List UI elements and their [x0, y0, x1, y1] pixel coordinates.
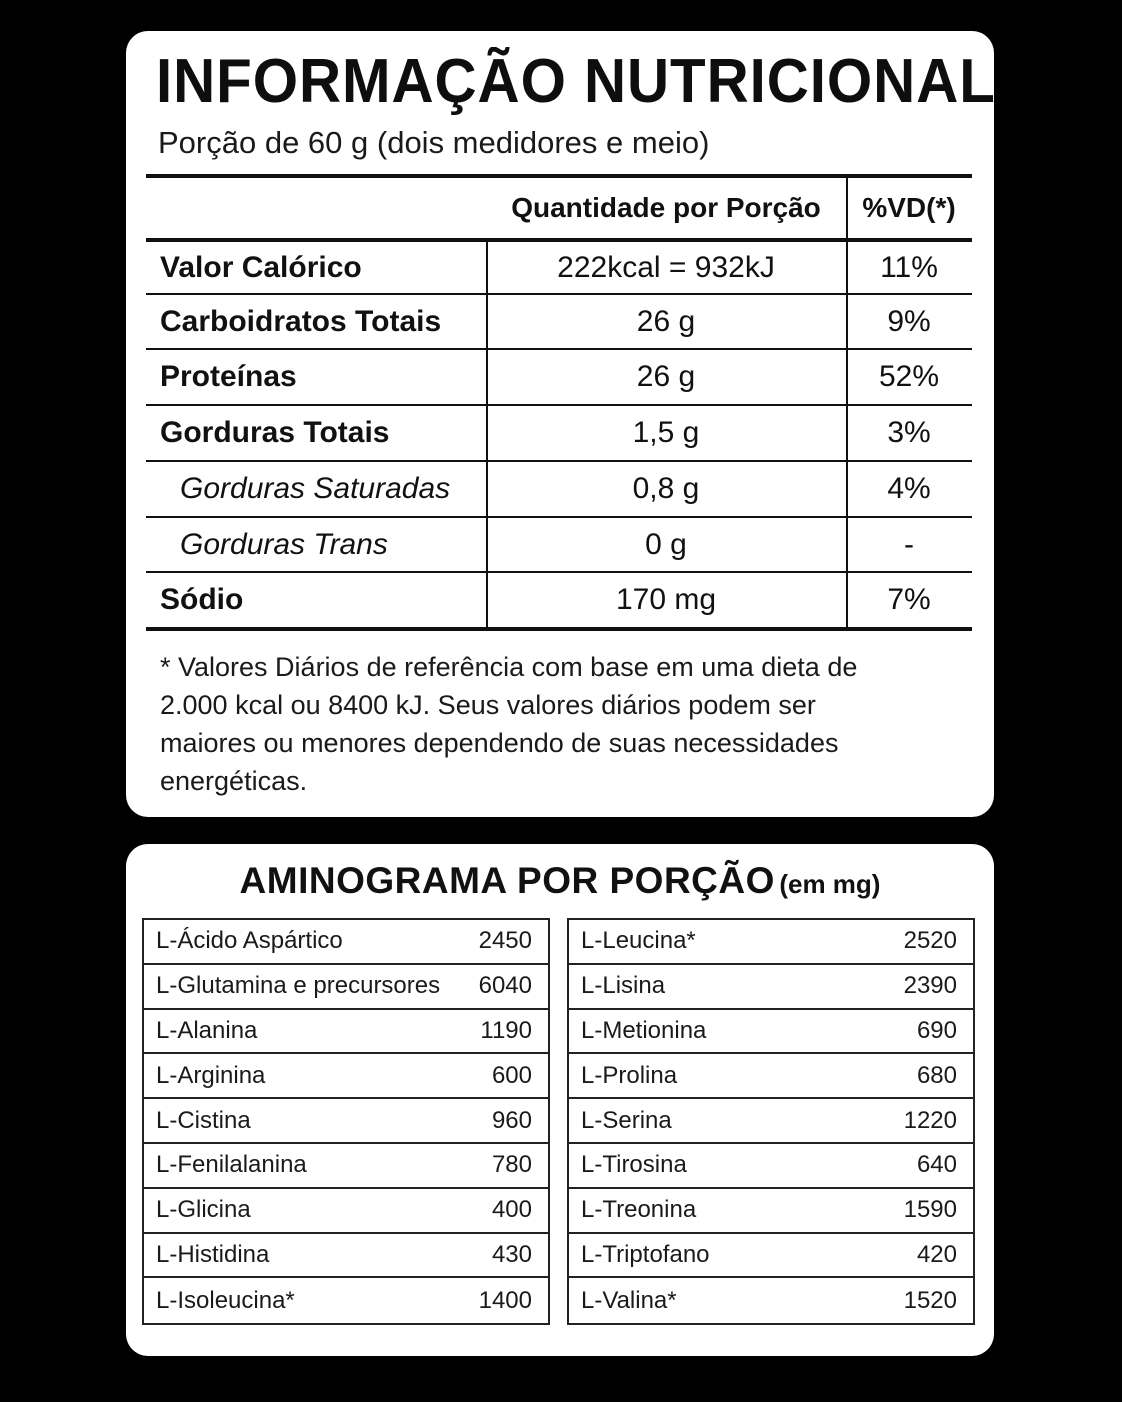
- aminogram-panel: [126, 844, 994, 1356]
- table-row: [569, 1010, 973, 1055]
- table-row: [569, 1054, 973, 1099]
- amino-value: 430: [491, 1240, 532, 1268]
- table-row: [144, 920, 548, 965]
- table-row: [144, 965, 548, 1010]
- table-row: [144, 1099, 548, 1144]
- nutrient-amount: 1,5 g: [632, 416, 700, 449]
- nutrient-dv: 3%: [887, 416, 931, 449]
- nutrient-dv: 7%: [887, 583, 931, 616]
- table-row: [569, 1278, 973, 1323]
- table-row: [144, 1189, 548, 1234]
- amino-value: 2450: [478, 927, 532, 955]
- amino-value: 2390: [903, 972, 957, 1000]
- amino-name: L-Cistina: [156, 1106, 251, 1134]
- amino-name: L-Treonina: [581, 1196, 697, 1224]
- amino-value: 680: [916, 1061, 957, 1089]
- amino-value: 600: [491, 1061, 532, 1089]
- amino-name: L-Glicina: [156, 1196, 251, 1224]
- nutrient-amount: 26 g: [636, 304, 696, 338]
- table-row: [146, 462, 972, 516]
- nutrient-dv: 11%: [880, 250, 938, 284]
- amino-name: L-Isoleucina*: [156, 1286, 295, 1314]
- amino-name: L-Alanina: [156, 1016, 258, 1044]
- table-row: [144, 1010, 548, 1055]
- nutrient-label: Valor Calórico: [160, 250, 362, 284]
- table-row: [569, 1189, 973, 1234]
- amino-value: 1400: [478, 1286, 532, 1314]
- table-row: [569, 1099, 973, 1144]
- amino-name: L-Leucina*: [581, 927, 696, 955]
- table-row: [144, 1144, 548, 1189]
- amino-name: L-Metionina: [581, 1016, 707, 1044]
- aminogram-title: [126, 860, 994, 902]
- amino-name: L-Valina*: [581, 1286, 677, 1314]
- nutrient-amount: 26 g: [636, 360, 696, 393]
- amino-value: 1190: [480, 1016, 532, 1044]
- table-row: [144, 1234, 548, 1279]
- amino-value: 1590: [903, 1196, 957, 1224]
- amino-value: 780: [491, 1151, 532, 1179]
- amino-value: 640: [916, 1151, 957, 1179]
- nutrient-dv: 52%: [878, 360, 940, 393]
- nutrient-sublabel: Gorduras Saturadas: [180, 472, 451, 505]
- amino-name: L-Prolina: [581, 1061, 678, 1089]
- nutrient-label: Sódio: [160, 583, 244, 616]
- table-row: [569, 920, 973, 965]
- table-row: [569, 1144, 973, 1189]
- table-row: [144, 1278, 548, 1323]
- amino-value: 6040: [478, 972, 532, 1000]
- daily-values-footnote: * Valores Diários de referência com base em uma dieta de 2.000 kcal ou 8400 kJ. Seus valores diários podem ser maiores ou menores dependendo de suas necessidades energéticas.: [160, 652, 858, 796]
- table-row: [144, 1054, 548, 1099]
- amino-name: L-Histidina: [156, 1240, 270, 1268]
- amino-name: L-Tirosina: [581, 1151, 687, 1179]
- header-amount: Quantidade por Porção: [511, 192, 821, 223]
- amino-name: L-Arginina: [156, 1061, 266, 1089]
- nutrient-label: Gorduras Totais: [160, 416, 390, 449]
- aminogram-right-table: [567, 918, 975, 1325]
- amino-value: 420: [916, 1240, 957, 1268]
- nutrient-dv: 4%: [887, 472, 931, 505]
- table-bottom-rule: [146, 627, 972, 631]
- amino-name: L-Triptofano: [581, 1240, 710, 1268]
- amino-value: 690: [916, 1016, 957, 1044]
- nutrition-facts-panel: [126, 31, 994, 817]
- amino-value: 2520: [903, 927, 957, 955]
- table-row: [146, 406, 972, 460]
- nutrient-dv: -: [904, 527, 914, 561]
- table-row: [569, 1234, 973, 1279]
- amino-value: 960: [491, 1106, 532, 1134]
- table-row: [146, 242, 972, 293]
- aminogram-heading: AMINOGRAMA POR PORÇÃO: [239, 860, 775, 901]
- table-row: [146, 350, 972, 404]
- aminogram-unit: (em mg): [779, 869, 881, 899]
- amino-name: L-Glutamina e precursores: [156, 972, 441, 1000]
- amino-name: L-Lisina: [581, 972, 666, 1000]
- amino-value: 400: [491, 1196, 532, 1224]
- amino-value: 1220: [903, 1106, 957, 1134]
- amino-name: L-Ácido Aspártico: [156, 927, 343, 955]
- amino-value: 1520: [903, 1286, 957, 1314]
- table-row: [146, 573, 972, 627]
- nutrient-dv: 9%: [887, 304, 931, 338]
- nutrient-amount: 0 g: [645, 527, 687, 561]
- nutrient-sublabel: Gorduras Trans: [180, 527, 388, 561]
- amino-name: L-Serina: [581, 1106, 672, 1134]
- nutrient-amount: 170 mg: [615, 583, 717, 616]
- nutrient-label: Carboidratos Totais: [160, 304, 442, 338]
- serving-size: Porção de 60 g (dois medidores e meio): [158, 125, 710, 160]
- header-dv: %VD(*): [862, 192, 956, 223]
- table-row: [569, 965, 973, 1010]
- nutrient-label: Proteínas: [160, 360, 297, 393]
- amino-name: L-Fenilalanina: [156, 1151, 307, 1179]
- table-row: [146, 518, 972, 571]
- nutrient-amount: 222kcal = 932kJ: [557, 250, 775, 284]
- table-row: [146, 295, 972, 348]
- nutrient-amount: 0,8 g: [632, 472, 700, 505]
- aminogram-left-table: [142, 918, 550, 1325]
- table-header-row: [146, 178, 972, 238]
- nutrition-title: INFORMAÇÃO NUTRICIONAL: [156, 47, 996, 116]
